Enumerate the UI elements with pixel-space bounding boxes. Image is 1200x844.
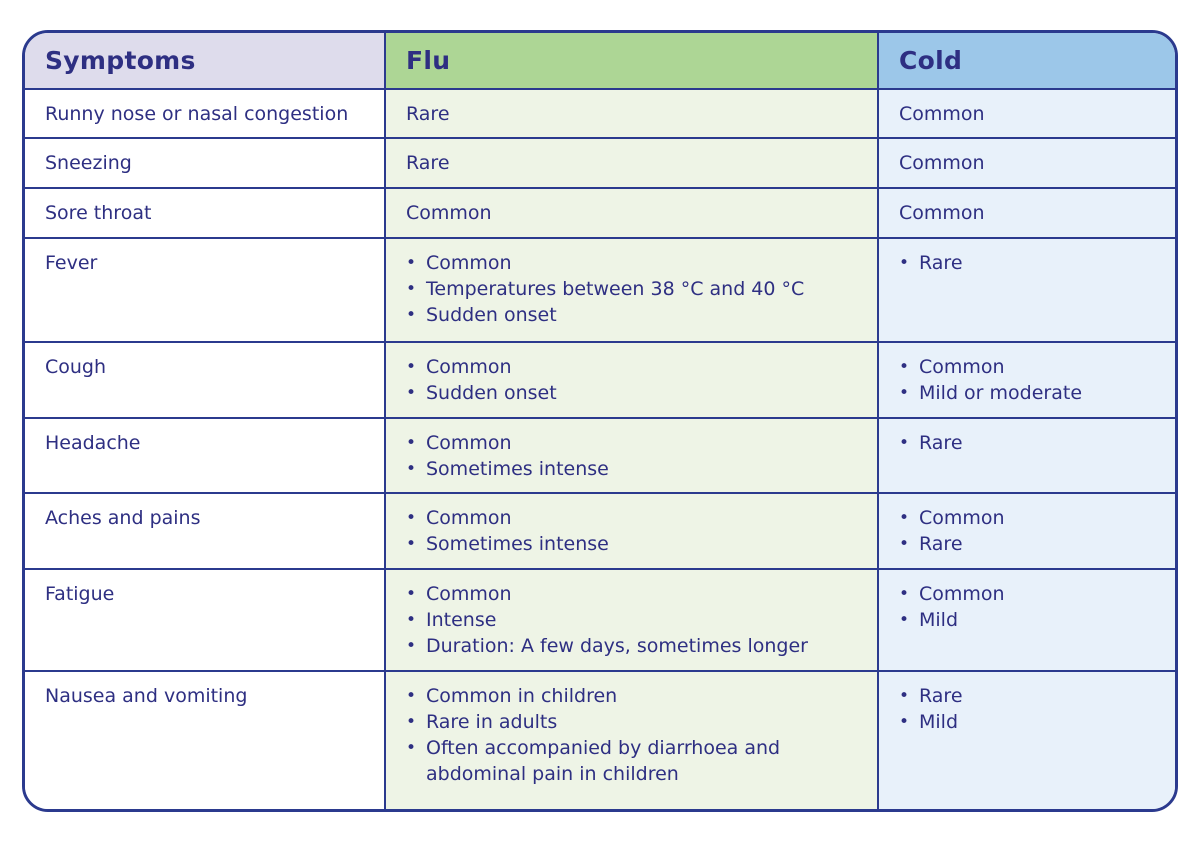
cell-line [899, 709, 1159, 735]
cell-text: Common [406, 202, 492, 224]
cell-line [899, 683, 1159, 709]
flu-cold-comparison-table [22, 30, 1178, 812]
flu-cell [386, 570, 879, 670]
table-row [25, 568, 1175, 670]
flu-cell [386, 139, 879, 187]
bullet-icon: • [899, 610, 910, 630]
symptom-cell: Sore throat [25, 189, 386, 237]
cell-text: Sometimes intense [426, 458, 609, 480]
column-header-flu: Flu [386, 33, 879, 88]
cell-text: Mild [919, 609, 959, 631]
cell-text: Common [919, 583, 1005, 605]
table-row [25, 187, 1175, 237]
cell-line [899, 101, 1159, 127]
symptom-cell: Sneezing [25, 139, 386, 187]
table-row [25, 137, 1175, 187]
cell-text: Duration: A few days, sometimes longer [426, 635, 808, 657]
cell-line [899, 531, 1159, 557]
cell-text: Common [426, 507, 512, 529]
bullet-icon: • [406, 738, 417, 758]
bullet-icon: • [406, 584, 417, 604]
cell-line [406, 456, 861, 482]
cell-line [406, 709, 861, 735]
cell-text: Common [899, 103, 985, 125]
flu-cell [386, 90, 879, 137]
cell-line [406, 200, 861, 226]
cell-text: Rare [406, 152, 450, 174]
bullet-icon: • [899, 383, 910, 403]
cell-line [899, 200, 1159, 226]
cold-cell [879, 570, 1175, 670]
cell-line [406, 633, 861, 659]
bullet-icon: • [899, 712, 910, 732]
cell-text: Common [426, 356, 512, 378]
cell-text: Rare in adults [426, 711, 558, 733]
cell-text: Intense [426, 609, 497, 631]
cell-text: Rare [919, 432, 963, 454]
bullet-icon: • [899, 686, 910, 706]
bullet-icon: • [406, 357, 417, 377]
cell-line [406, 607, 861, 633]
cell-text: Temperatures between 38 °C and 40 °C [426, 278, 805, 300]
cell-text: Common [426, 583, 512, 605]
cell-text: Common [919, 507, 1005, 529]
bullet-icon: • [899, 508, 910, 528]
bullet-icon: • [406, 433, 417, 453]
cold-cell [879, 494, 1175, 568]
cell-text: Common [426, 252, 512, 274]
cold-cell [879, 672, 1175, 809]
cell-text: Rare [919, 685, 963, 707]
flu-cell [386, 343, 879, 417]
cell-line [406, 581, 861, 607]
cell-text: Sudden onset [426, 382, 557, 404]
cell-text: Common [426, 432, 512, 454]
table-header-row [25, 33, 1175, 88]
cell-line [899, 354, 1159, 380]
bullet-icon: • [406, 534, 417, 554]
bullet-icon: • [899, 534, 910, 554]
cell-line [406, 735, 861, 787]
cold-cell [879, 189, 1175, 237]
bullet-icon: • [899, 253, 910, 273]
cell-line [406, 250, 861, 276]
cold-cell [879, 90, 1175, 137]
cell-line [899, 150, 1159, 176]
cell-text: Rare [406, 103, 450, 125]
bullet-icon: • [406, 610, 417, 630]
cell-text: Common [899, 152, 985, 174]
flu-cell [386, 494, 879, 568]
cell-text: Mild or moderate [919, 382, 1083, 404]
cell-line [406, 430, 861, 456]
symptom-cell: Headache [25, 419, 386, 492]
bullet-icon: • [406, 383, 417, 403]
cell-line [899, 380, 1159, 406]
cell-text: Sudden onset [426, 304, 557, 326]
flu-cell [386, 419, 879, 492]
column-header-symptoms: Symptoms [25, 33, 386, 88]
cell-line [406, 101, 861, 127]
cell-text: Common in children [426, 685, 618, 707]
cell-text: Rare [919, 252, 963, 274]
table-row [25, 492, 1175, 568]
bullet-icon: • [406, 459, 417, 479]
cell-text: Sometimes intense [426, 533, 609, 555]
column-header-cold: Cold [879, 33, 1175, 88]
symptom-cell: Nausea and vomiting [25, 672, 386, 809]
cell-line [406, 683, 861, 709]
cell-line [899, 505, 1159, 531]
cell-text: Mild [919, 711, 959, 733]
cell-line [406, 505, 861, 531]
bullet-icon: • [899, 433, 910, 453]
cell-text: Often accompanied by diarrhoea and abdominal pain in children [426, 737, 781, 785]
cell-line [406, 302, 861, 328]
symptom-cell: Fever [25, 239, 386, 341]
symptom-cell: Fatigue [25, 570, 386, 670]
flu-cell [386, 672, 879, 809]
table-body [25, 88, 1175, 809]
cell-line [406, 276, 861, 302]
bullet-icon: • [406, 279, 417, 299]
bullet-icon: • [899, 357, 910, 377]
cell-text: Rare [919, 533, 963, 555]
table-row [25, 237, 1175, 341]
table-row [25, 341, 1175, 417]
cold-cell [879, 419, 1175, 492]
bullet-icon: • [406, 253, 417, 273]
flu-cell [386, 239, 879, 341]
cell-line [406, 380, 861, 406]
bullet-icon: • [406, 305, 417, 325]
symptom-cell: Runny nose or nasal congestion [25, 90, 386, 137]
table-row [25, 88, 1175, 137]
flu-cell [386, 189, 879, 237]
cell-line [899, 607, 1159, 633]
cell-text: Common [899, 202, 985, 224]
bullet-icon: • [406, 712, 417, 732]
cell-text: Common [919, 356, 1005, 378]
cell-line [406, 531, 861, 557]
bullet-icon: • [406, 636, 417, 656]
table-row [25, 670, 1175, 809]
cell-line [899, 581, 1159, 607]
cell-line [899, 250, 1159, 276]
bullet-icon: • [406, 508, 417, 528]
cell-line [899, 430, 1159, 456]
table-row [25, 417, 1175, 492]
cell-line [406, 150, 861, 176]
symptom-cell: Aches and pains [25, 494, 386, 568]
symptom-cell: Cough [25, 343, 386, 417]
bullet-icon: • [899, 584, 910, 604]
cold-cell [879, 239, 1175, 341]
cold-cell [879, 343, 1175, 417]
cold-cell [879, 139, 1175, 187]
cell-line [406, 354, 861, 380]
bullet-icon: • [406, 686, 417, 706]
